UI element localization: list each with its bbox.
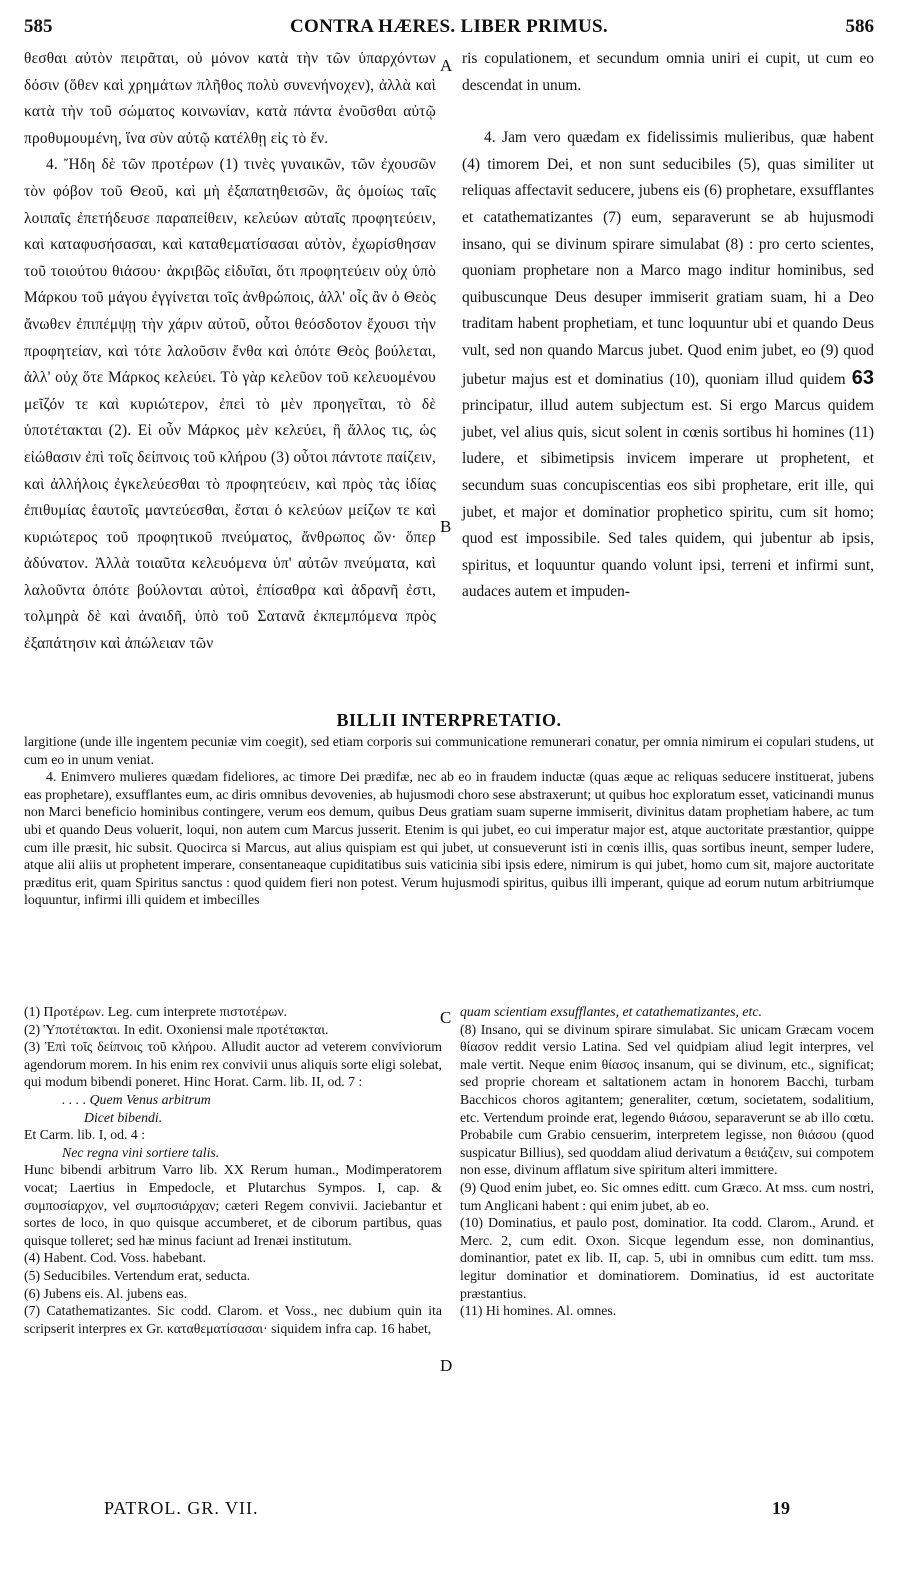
- footnote: (8) Insano, qui se divinum spirare simulabat. Sic unicam Græcam vocem θίασον reddit versio Latina. Sed vel quidpiam aliud legit interpres, vel male vertit. Neque enim θίασος insanum, qui se divinum, etc., significat; sed proprie choream et saltationem actam in honorem Bacchi, turbam Bacchicos choros agitantem; generaliter, cœtum, societatem, sodalitium, etc. Vertendum proinde erat, legendo θιάσου, separaverunt se ab illo cœtu. Probabile cum Grabio censuerim, interpretem legisse, non θιάσου (quod suspicatur Billius), sed quoddam aliud derivatum a θειάζειν, sui compotem non esse, divinum afflatum sive spiritum alteri immittere.: [460, 1021, 874, 1178]
- latin-text-column: [462, 46, 874, 606]
- billi-paragraph: 4. Enimvero mulieres quædam fideliores, ac timore Dei prædifæ, nec ab eo in fraudem inductæ (quas æque ac reliquas seducere instituerat, jubens eas prophetare), exsufflantes eum, ac diris omnibus devovenies, ab hujusmodi choro sese abstraxerunt; ut quibus hoc exploratum esset, vaticinandi munus non Marci beneficio hominibus contingere, verum eos demum, quibus Deus gratiam suam superne immiserit, divinitus datam prophetiam habere, ac tum ubi et quando Deus voluerit, loqui, non autem cum Marcus jusserit. Etenim is qui jubet, eo cui imperatur major est, atque auctoritate præstantior, quippe cum ille præsit, hic subsit. Quocirca si Marcus, aut alius quispiam est qui jubet, ut consueverunt isti in cœnis illis, quas sortibus ineunt, semper ludere, atque alii aliis ut prophetent imperare, consentaneaque cupiditatibus suis vaticinia sibi ipsis edere, nimirum is qui jubet, homo cum sit, majore auctoritate præditus erit, quam Spiritus sanctus : quod quidem fieri non potest. Verum hujusmodi spiritus, quibus illi imperant, quique ad eorum nutum arbitriumque loquuntur, infirmi illi quidem et imbecilles: [24, 769, 874, 908]
- greek-paragraph: θεσθαι αὐτὸν πειρᾶται, οὐ μόνον κατὰ τὴν τῶν ὑπαρχόντων δόσιν (ὅθεν καὶ χρημάτων πλῆθος πολὺ συνενήνοχεν), ἀλλὰ καὶ κατὰ τὴν τοῦ σώματος κοινωνίαν, κατὰ πάντα ἑνοῦσθαι αὐτῷ προθυμουμένη, ἵνα σὺν αὐτῷ κατέλθῃ εἰς τὸ ἕν.: [24, 50, 436, 147]
- billii-interpretatio: [24, 733, 874, 909]
- footnote: (1) Προτέρων. Leg. cum interprete πιστοτέρων.: [24, 1004, 288, 1019]
- margin-letter-c: C: [440, 1008, 452, 1027]
- footnote: Hunc bibendi arbitrum Varro lib. XX Rerum human., Modimperatorem vocat; Laertius in Empedocle, et Plutarchus Sympos. I, cap. & συμποσίαρχον, vel συμποσιάρχαν; cæteri Regem convivii. Jaciebantur et sortes de loco, in quo quisque accumberet, et de ciborum partibus, quas quisque tolleret; sed hæ minus faciunt ad Irenæi institutum.: [24, 1162, 442, 1248]
- footnote: quam scientiam exsufflantes, et catathematizantes, etc.: [460, 1004, 762, 1019]
- footnotes-right: [460, 1003, 874, 1320]
- greek-paragraph: 4. Ἤδη δὲ τῶν προτέρων (1) τινὲς γυναικῶν, τῶν ἐχουσῶν τὸν φόβον τοῦ Θεοῦ, καὶ μὴ ἐξαπατηθεισῶν, ἃς ὁμοίως ταῖς λοιπαῖς ἐπετήδευσε παραπείθειν, κελεύων αὐταῖς προφητεύειν, καὶ καταφυσήσασαι, καὶ καταθεματίσασαι αὐτὸν, ἐχωρίσθησαν τοῦ τοιούτου θιάσου· ἀκριβῶς εἰδυῖαι, ὅτι προφητεύειν οὐχ ὑπὸ Μάρκου τοῦ μάγου ἐγγίνεται τοῖς ἀνθρώποις, ἀλλ' οἷς ἂν ὁ Θεὸς ἄνωθεν ἐπιπέμψῃ τὴν χάριν αὐτοῦ, οὗτοι θεόσδοτον ἔχουσι τὴν προφητείαν, καὶ τότε λαλοῦσιν ἔνθα καὶ ὁπότε Θεὸς βούλεται, ἀλλ' οὐχ ὅτε Μάρκος κελεύει. Τὸ γὰρ κελεῦον τοῦ κελευομένου μεῖζόν τε καὶ κυριώτερον, ἐπεὶ τὸ μὲν προηγεῖται, τὸ δὲ ὑποτέτακται (2). Εἰ οὖν Μάρκος μὲν κελεύει, ἢ ἄλλος τις, ὡς εἰώθασιν ἐπὶ τοῖς δείπνοις τοῦ κλήρου (3) οὗτοι πάντοτε παίζειν, καὶ ἀλλήλοις ἐγκελεύεσθαι τὸ προφητεύειν, καὶ πρὸς τὰς ἰδίας ἐπιθυμίας ἑαυτοῖς μαντεύεσθαι, ἔσται ὁ κελεύων μείζων τε καὶ κυριώτερος τοῦ προφητικοῦ πνεύματος, ἄνθρωπος ὤν· ὅπερ ἀδύνατον. Ἀλλὰ τοιαῦτα κελευόμενα ὑπ' αὐτῶν πνεύματα, καὶ λαλοῦντα ὁπότε βούλονται αὐτοὶ, ἐπίσαθρα καὶ ἀδρανῆ ἐστι, τολμηρὰ δὲ καὶ ἀναιδῆ, ὑπὸ τοῦ Σατανᾶ ἐκπεμπόμενα πρὸς ἐξαπάτησιν καὶ ἀπώλειαν τῶν: [24, 156, 436, 653]
- footnote: (6) Jubens eis. Al. jubens eas.: [24, 1285, 188, 1301]
- footnote: (10) Dominatius, et paulo post, dominatior. Ita codd. Clarom., Arund. et Merc. 2, cum edit. Oxon. Sicque legendum esse, non dominantius, dominantior, patet ex lib. II, cap. 5, ubi in omnibus cum editt. tum mss. legitur dominatior et dominatiorem. Dominatius, id est auctoritate præstantius.: [460, 1215, 874, 1301]
- footnote: (4) Habent. Cod. Voss. habebant.: [24, 1250, 206, 1266]
- running-header: [24, 16, 874, 42]
- page-number-right: 586: [845, 16, 874, 37]
- footnotes-left: [24, 1003, 442, 1337]
- latin-paragraph: 4. Jam vero quædam ex fidelissimis mulieribus, quæ habent (4) timorem Dei, et non sunt seducibiles (5), quas similiter ut reliquas affectavit seducere, jubens eis (6) prophetare, exsufflantes et catathematizantes (7) eum, separaverunt se ab hujusmodi insano, qui se divinum spirare simulabat (8) : pro certo scientes, quoniam prophetare non a Marco mago inditur hominibus, sed quibuscunque Deus desuper immiserit gratiam suam, hi a Deo traditam habent prophetiam, et tunc loquuntur ubi et quando Deus vult, sed non quando Marcus jubet. Quod enim jubet, eo (9) quod jubetur majus est et dominatius (10), quoniam illud quidem: [462, 129, 874, 388]
- footnote: (7) Catathematizantes. Sic codd. Clarom. et Voss., nec dubium quin ita scripserit interpres ex Gr. καταθεματίσασαι· siquidem infra cap. 16 habet,: [24, 1303, 442, 1336]
- latin-paragraph: ris copulationem, et secundum omnia uniri ei cupit, ut cum eo descendat in unum.: [462, 50, 874, 94]
- footnote: (3) Ἐπὶ τοῖς δείπνοις τοῦ κλήρου. Alludit auctor ad veterem conviviorum agendorum morem. In his enim rex convivii unus aliquis sorte eligi solebat, qui modum bibendi poneret. Hinc Horat. Carm. lib. II, od. 7 :: [24, 1039, 442, 1090]
- latin-paragraph-continued: principatur, illud autem subjectum est. Si ergo Marcus quidem jubet, vel alius quis, sicut solent in cœnis sortibus hi homines (11) ludere, et sibimetipsis invicem imperare ut prophetent, et secundum suas concupiscentias eos sibi prophetare, erit ille, qui jubet, et major et dominatior prophetico spiritu, cum sit homo; quod est impossibile. Sed tales quidem, qui jubentur ab ipsis, spiritus, et loquuntur quando volunt ipsi, terreni et infirmi sunt, audaces autem et impuden-: [462, 397, 874, 601]
- page-number-left: 585: [24, 16, 53, 37]
- page-footer: [24, 1498, 874, 1522]
- margin-letter-b: B: [440, 517, 452, 536]
- greek-text-column: [24, 46, 436, 658]
- footnote: (2) Ὑποτέτακται. In edit. Oxoniensi male προτέτακται.: [24, 1021, 329, 1037]
- footnote: (11) Hi homines. Al. omnes.: [460, 1303, 617, 1319]
- section-title: BILLII INTERPRETATIO.: [336, 710, 562, 730]
- footnote-quote: . . . . Quem Venus arbitrum: [62, 1091, 211, 1107]
- footer-signature: 19: [772, 1498, 790, 1518]
- footnote: (5) Seducibiles. Vertendum erat, seducta.: [24, 1267, 251, 1283]
- footnote-quote: Nec regna vini sortiere talis.: [62, 1144, 220, 1160]
- footnote: (9) Quod enim jubet, eo. Sic omnes editt. cum Græco. At mss. cum nostri, tum Anglicani habent : qui enim jubet, ab eo.: [460, 1179, 874, 1213]
- billi-paragraph: largitione (unde ille ingentem pecuniæ vim coegit), sed etiam corporis sui communicatione remunerari conatur, per omnia nimirum ei copulari studens, ut cum eo in unum veniat.: [24, 734, 874, 767]
- running-title: CONTRA HÆRES. LIBER PRIMUS.: [290, 16, 608, 37]
- column-number: 63: [851, 366, 874, 389]
- margin-letter-a: A: [440, 56, 453, 75]
- footnote: Et Carm. lib. I, od. 4 :: [24, 1127, 146, 1143]
- margin-letter-d: D: [440, 1356, 453, 1375]
- footer-volume: PATROL. GR. VII.: [104, 1498, 259, 1518]
- footnote-quote: Dicet bibendi.: [84, 1109, 163, 1125]
